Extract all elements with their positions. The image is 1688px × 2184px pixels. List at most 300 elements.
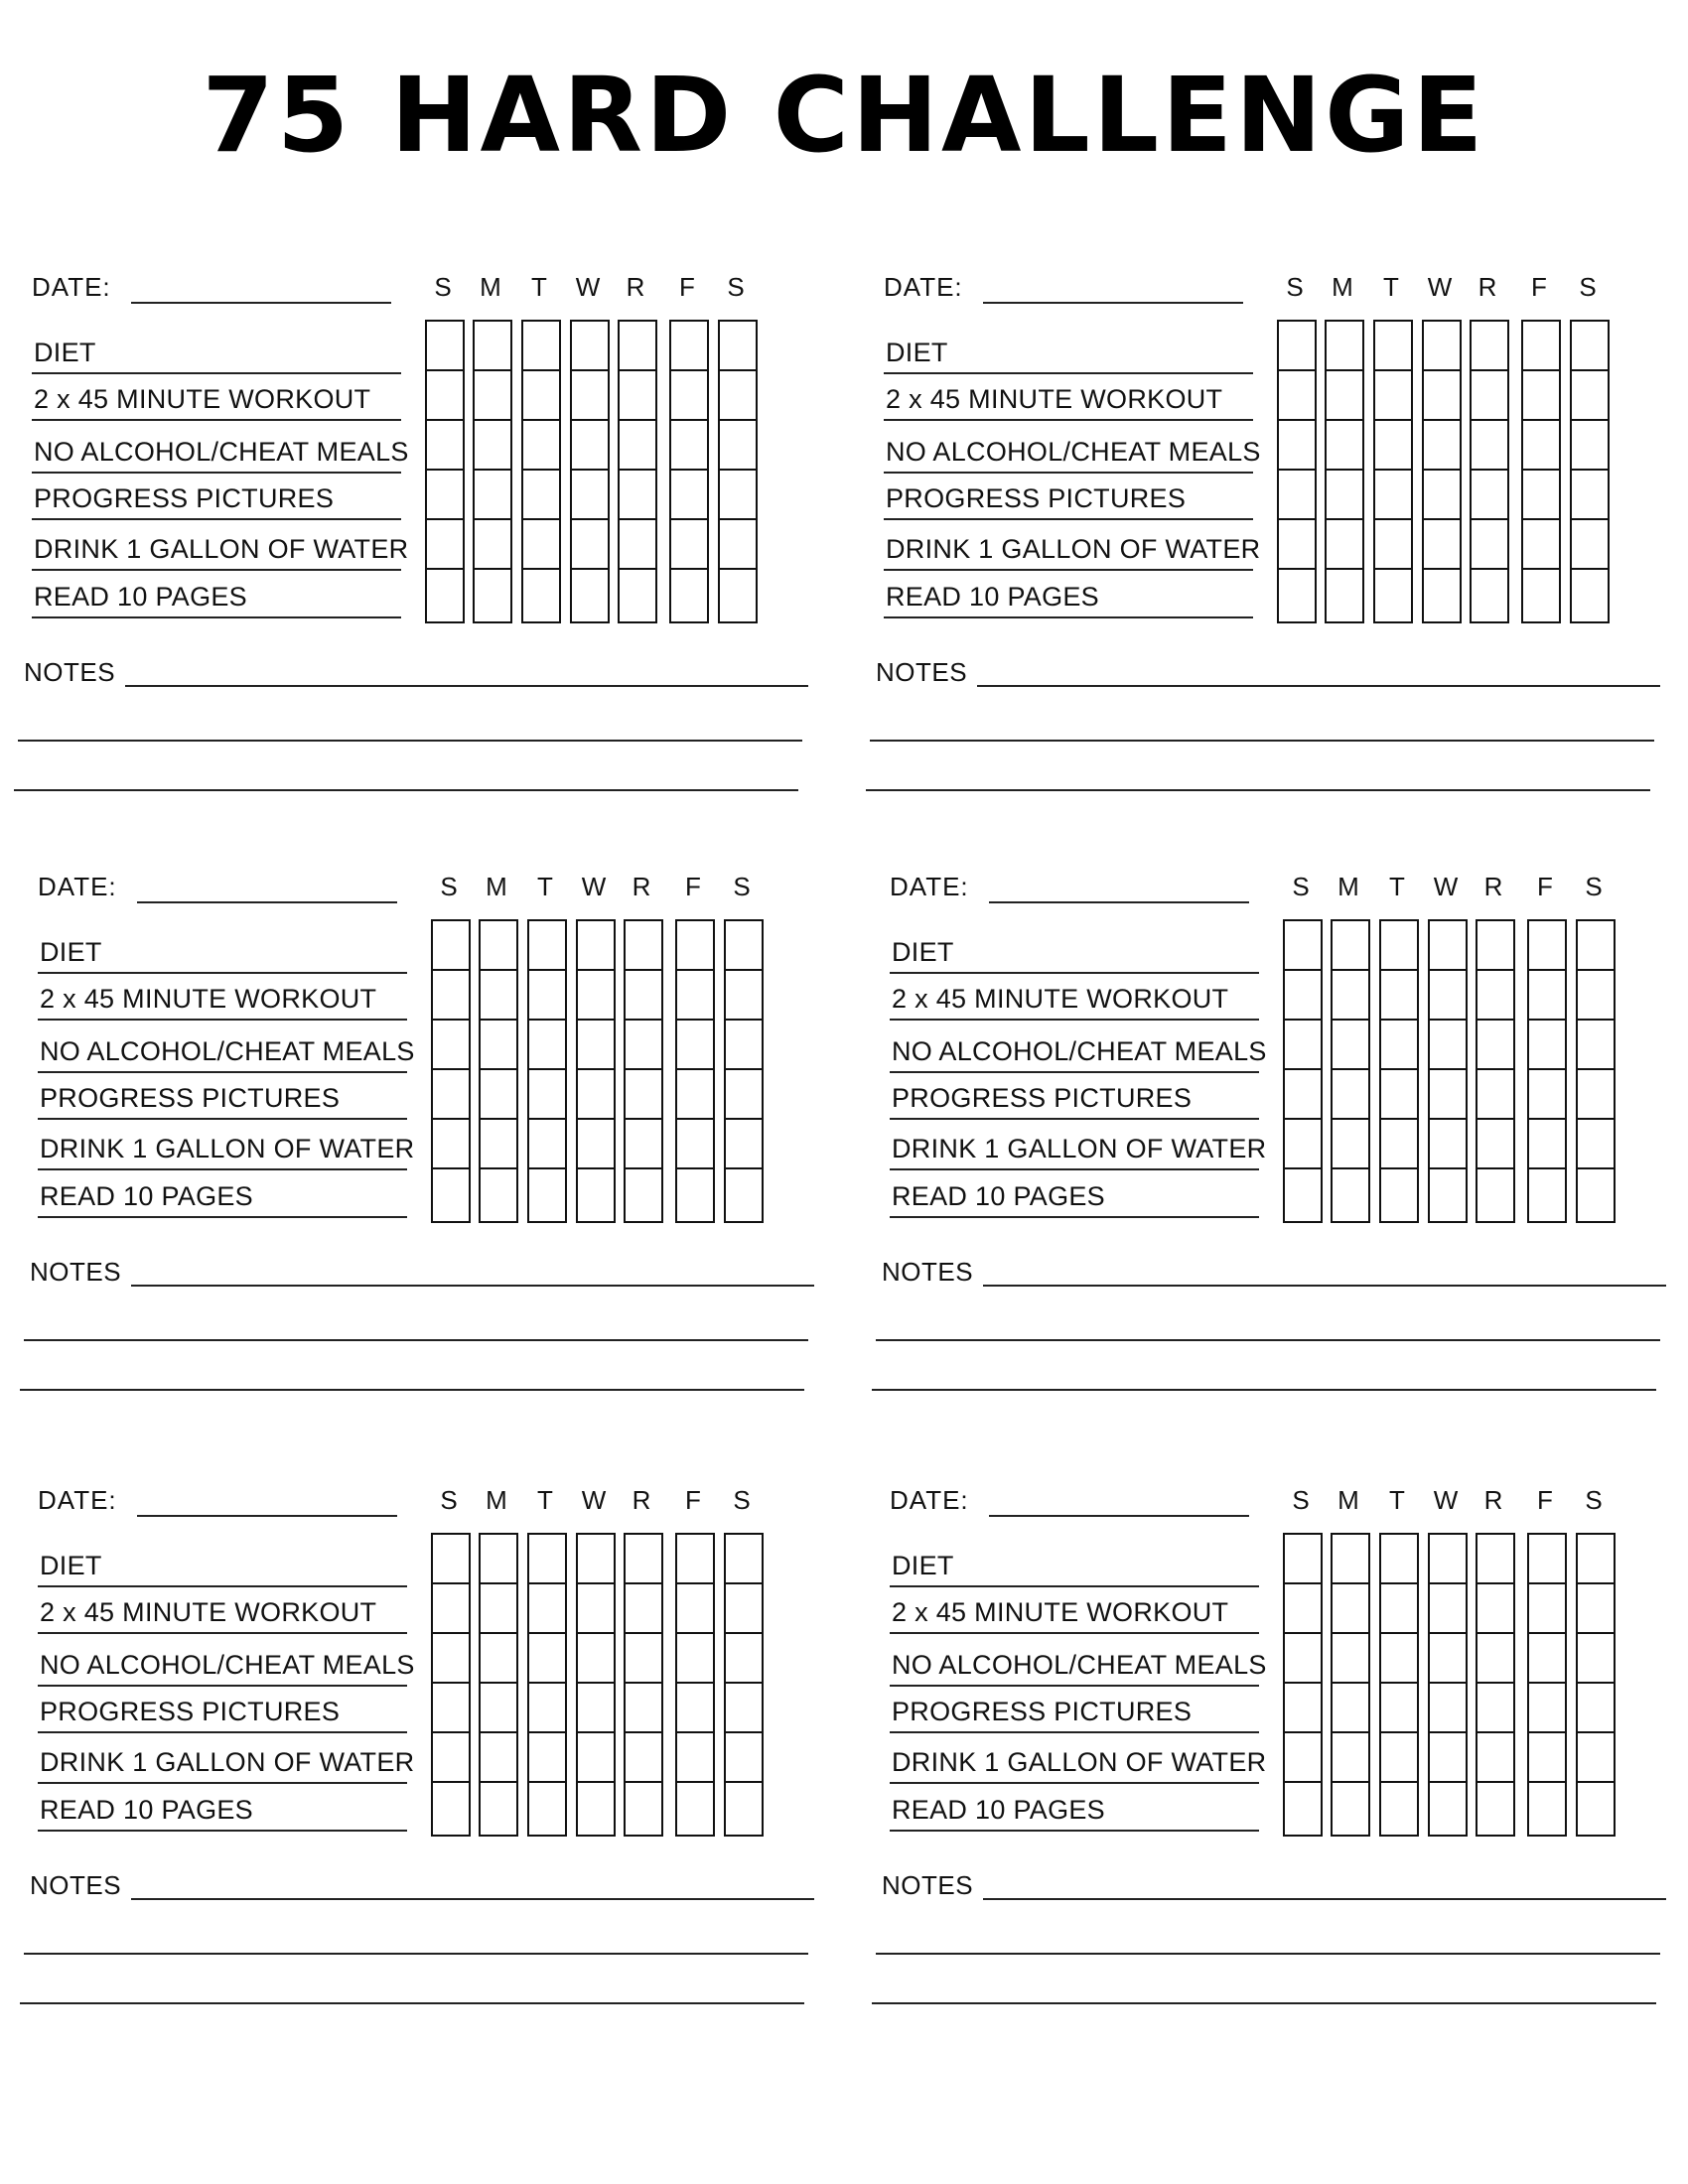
checkbox[interactable] [1279,421,1315,471]
checkbox[interactable] [433,1021,469,1070]
checkbox[interactable] [481,1070,516,1120]
day-header: M [1337,872,1359,901]
checkbox[interactable] [1375,322,1411,371]
checkbox[interactable] [523,322,559,371]
checkbox[interactable] [620,421,655,471]
checkbox[interactable] [1285,1684,1321,1733]
checkbox[interactable] [1529,1684,1565,1733]
checkbox[interactable] [427,520,463,570]
checkbox[interactable] [427,322,463,371]
checkbox[interactable] [433,1733,469,1783]
checkbox[interactable] [1333,1634,1368,1684]
checkbox[interactable] [1572,371,1608,421]
checkbox[interactable] [620,471,655,520]
checkbox[interactable] [677,1535,713,1584]
checkbox[interactable] [726,1021,762,1070]
checkbox[interactable] [1477,1684,1513,1733]
checkbox[interactable] [1327,322,1362,371]
checkbox[interactable] [481,1535,516,1584]
checkbox[interactable] [572,371,608,421]
date-field[interactable] [131,302,391,304]
day-header: W [581,1485,607,1515]
checkbox[interactable] [1578,971,1614,1021]
checkbox[interactable] [1285,1733,1321,1783]
checkbox[interactable] [1333,921,1368,971]
checkbox-column [1422,320,1462,623]
checkbox[interactable] [626,1684,661,1733]
checkbox[interactable] [572,322,608,371]
checkbox[interactable] [1381,971,1417,1021]
checkbox[interactable] [529,1584,565,1634]
checkbox[interactable] [1529,1070,1565,1120]
checkbox[interactable] [626,1733,661,1783]
checkbox[interactable] [1375,471,1411,520]
checkbox[interactable] [1381,1733,1417,1783]
checkbox[interactable] [1477,921,1513,971]
checkbox[interactable] [1430,1070,1466,1120]
checkbox[interactable] [1430,921,1466,971]
checkbox[interactable] [1333,1021,1368,1070]
checkbox[interactable] [626,921,661,971]
checkbox[interactable] [1430,1169,1466,1219]
checkbox[interactable] [1285,921,1321,971]
checkbox[interactable] [1477,971,1513,1021]
checkbox[interactable] [433,921,469,971]
checkbox[interactable] [1381,921,1417,971]
checkbox[interactable] [1477,1169,1513,1219]
day-header: M [1337,1485,1359,1515]
checkbox[interactable] [1529,1733,1565,1783]
checkbox[interactable] [1472,471,1507,520]
checkbox[interactable] [671,322,707,371]
checkbox[interactable] [481,1169,516,1219]
day-header: S [1292,1485,1310,1515]
checkbox[interactable] [1529,1120,1565,1169]
checkbox[interactable] [578,1169,614,1219]
checkbox[interactable] [1578,1733,1614,1783]
task-row [32,437,409,474]
task-label: READ 10 PAGES [34,582,247,612]
checkbox-column [1277,320,1317,623]
checkbox[interactable] [1430,1120,1466,1169]
checkbox-column [1470,320,1509,623]
checkbox[interactable] [1523,371,1559,421]
checkbox[interactable] [677,1684,713,1733]
checkbox[interactable] [1285,1169,1321,1219]
date-label: DATE: [38,872,117,901]
checkbox[interactable] [720,520,756,570]
checkbox[interactable] [481,1733,516,1783]
checkbox[interactable] [1285,1070,1321,1120]
checkbox[interactable] [433,1070,469,1120]
checkbox[interactable] [1285,1535,1321,1584]
checkbox[interactable] [1529,1584,1565,1634]
checkbox[interactable] [1523,421,1559,471]
checkbox[interactable] [475,421,510,471]
checkbox[interactable] [1578,1684,1614,1733]
checkbox-column [1576,919,1616,1223]
checkbox[interactable] [1472,371,1507,421]
checkbox[interactable] [1578,1169,1614,1219]
task-row [38,1650,415,1687]
date-field[interactable] [989,901,1249,903]
checkbox[interactable] [1424,322,1460,371]
notes-line[interactable] [24,1953,808,1955]
checkbox[interactable] [1279,371,1315,421]
checkbox[interactable] [1529,921,1565,971]
checkbox[interactable] [1279,471,1315,520]
checkbox[interactable] [481,1120,516,1169]
checkbox[interactable] [1333,1169,1368,1219]
checkbox-column [624,919,663,1223]
checkbox[interactable] [1285,1634,1321,1684]
checkbox[interactable] [1572,322,1608,371]
checkbox[interactable] [481,921,516,971]
checkbox[interactable] [1529,1169,1565,1219]
checkbox[interactable] [677,1169,713,1219]
notes-line[interactable] [983,1898,1666,1900]
checkbox[interactable] [1430,971,1466,1021]
day-header: S [727,272,745,302]
checkbox[interactable] [677,1634,713,1684]
checkbox[interactable] [677,921,713,971]
checkbox[interactable] [1381,1535,1417,1584]
checkbox[interactable] [1578,1120,1614,1169]
checkbox[interactable] [1430,1584,1466,1634]
checkbox[interactable] [677,1021,713,1070]
checkbox[interactable] [1578,921,1614,971]
day-header: S [1286,272,1304,302]
checkbox[interactable] [626,1169,661,1219]
notes-line[interactable] [20,2002,804,2004]
checkbox[interactable] [1477,1733,1513,1783]
checkbox[interactable] [1333,971,1368,1021]
checkbox[interactable] [433,1783,469,1833]
checkbox[interactable] [726,1120,762,1169]
checkbox[interactable] [1477,1070,1513,1120]
checkbox[interactable] [1430,1684,1466,1733]
checkbox[interactable] [1381,1684,1417,1733]
checkbox[interactable] [1477,1584,1513,1634]
checkbox[interactable] [578,971,614,1021]
notes-line[interactable] [131,1898,814,1900]
checkbox[interactable] [1430,1021,1466,1070]
checkbox[interactable] [726,921,762,971]
checkbox[interactable] [578,921,614,971]
checkbox[interactable] [1285,1021,1321,1070]
checkbox[interactable] [1477,1783,1513,1833]
checkbox[interactable] [529,971,565,1021]
task-label: READ 10 PAGES [40,1181,253,1211]
checkbox-column [618,320,657,623]
checkbox[interactable] [1327,471,1362,520]
checkbox[interactable] [677,1120,713,1169]
checkbox-column [473,320,512,623]
checkbox[interactable] [523,371,559,421]
checkbox[interactable] [1327,371,1362,421]
checkbox[interactable] [1523,322,1559,371]
checkbox[interactable] [626,971,661,1021]
checkbox[interactable] [529,921,565,971]
checkbox[interactable] [726,1634,762,1684]
checkbox[interactable] [1381,1783,1417,1833]
checkbox[interactable] [475,520,510,570]
checkbox[interactable] [1477,1634,1513,1684]
checkbox[interactable] [1333,1684,1368,1733]
checkbox[interactable] [1327,421,1362,471]
checkbox[interactable] [433,1169,469,1219]
checkbox[interactable] [578,1120,614,1169]
checkbox[interactable] [523,471,559,520]
date-field[interactable] [137,901,397,903]
checkbox[interactable] [1279,520,1315,570]
checkbox[interactable] [481,1684,516,1733]
date-field[interactable] [983,302,1243,304]
checkbox[interactable] [1285,1120,1321,1169]
checkbox[interactable] [1375,520,1411,570]
checkbox[interactable] [1333,1783,1368,1833]
checkbox[interactable] [726,1684,762,1733]
task-label: NO ALCOHOL/CHEAT MEALS [886,437,1261,467]
checkbox[interactable] [626,1783,661,1833]
checkbox[interactable] [1529,1535,1565,1584]
checkbox[interactable] [626,1584,661,1634]
checkbox[interactable] [1477,1535,1513,1584]
checkbox[interactable] [433,1684,469,1733]
checkbox[interactable] [1327,520,1362,570]
day-header: T [537,1485,553,1515]
checkbox[interactable] [481,1634,516,1684]
checkbox-column [624,1533,663,1837]
checkbox[interactable] [578,1021,614,1070]
notes-line[interactable] [872,2002,1656,2004]
checkbox[interactable] [1424,421,1460,471]
checkbox[interactable] [1285,1783,1321,1833]
checkbox[interactable] [523,520,559,570]
checkbox[interactable] [1424,471,1460,520]
checkbox[interactable] [1529,1634,1565,1684]
checkbox[interactable] [578,1584,614,1634]
checkbox[interactable] [481,1021,516,1070]
checkbox[interactable] [1572,520,1608,570]
checkbox[interactable] [1477,1021,1513,1070]
checkbox[interactable] [529,1684,565,1733]
checkbox[interactable] [677,1070,713,1120]
checkbox[interactable] [1424,371,1460,421]
notes-label: NOTES [882,1257,974,1287]
checkbox[interactable] [1578,1535,1614,1584]
notes-label: NOTES [30,1257,122,1287]
checkbox[interactable] [1381,1634,1417,1684]
task-row [884,483,1253,520]
day-header: F [1537,1485,1553,1515]
checkbox[interactable] [1578,1783,1614,1833]
checkbox[interactable] [475,471,510,520]
checkbox[interactable] [1477,1120,1513,1169]
checkbox[interactable] [1572,471,1608,520]
checkbox[interactable] [720,371,756,421]
checkbox[interactable] [529,1535,565,1584]
checkbox[interactable] [1381,1169,1417,1219]
checkbox[interactable] [671,371,707,421]
checkbox[interactable] [1424,520,1460,570]
checkbox[interactable] [671,421,707,471]
task-label: DRINK 1 GALLON OF WATER [40,1747,415,1777]
checkbox[interactable] [1523,471,1559,520]
task-row [884,534,1261,571]
checkbox[interactable] [1333,1120,1368,1169]
checkbox[interactable] [1285,1584,1321,1634]
checkbox[interactable] [1381,1021,1417,1070]
checkbox[interactable] [626,1070,661,1120]
checkbox[interactable] [626,1120,661,1169]
task-row [890,1597,1259,1634]
checkbox[interactable] [726,1584,762,1634]
checkbox[interactable] [433,971,469,1021]
checkbox[interactable] [578,1733,614,1783]
notes-label: NOTES [876,657,968,687]
checkbox[interactable] [529,1733,565,1783]
checkbox[interactable] [572,520,608,570]
checkbox-column [724,1533,764,1837]
checkbox[interactable] [1430,1634,1466,1684]
checkbox[interactable] [1381,1070,1417,1120]
checkbox-column [675,1533,715,1837]
checkbox[interactable] [1333,1070,1368,1120]
checkbox[interactable] [578,1783,614,1833]
notes-line[interactable] [876,1953,1660,1955]
checkbox[interactable] [481,1783,516,1833]
checkbox[interactable] [620,520,655,570]
checkbox-column [479,1533,518,1837]
checkbox[interactable] [726,1535,762,1584]
checkbox[interactable] [726,1169,762,1219]
checkbox[interactable] [1381,1120,1417,1169]
checkbox[interactable] [677,971,713,1021]
checkbox[interactable] [433,1584,469,1634]
checkbox[interactable] [1578,1021,1614,1070]
date-field[interactable] [137,1515,397,1517]
checkbox[interactable] [1529,1783,1565,1833]
checkbox[interactable] [1472,322,1507,371]
checkbox[interactable] [578,1634,614,1684]
checkbox[interactable] [433,1634,469,1684]
day-header: T [1389,1485,1405,1515]
checkbox[interactable] [1578,1634,1614,1684]
checkbox[interactable] [1472,520,1507,570]
notes-label: NOTES [30,1870,122,1900]
date-field[interactable] [989,1515,1249,1517]
checkbox[interactable] [427,371,463,421]
checkbox[interactable] [529,1070,565,1120]
checkbox[interactable] [726,1733,762,1783]
checkbox[interactable] [726,1070,762,1120]
task-label: DRINK 1 GALLON OF WATER [886,534,1261,564]
day-header: R [1483,1485,1503,1515]
checkbox[interactable] [1430,1783,1466,1833]
checkbox[interactable] [671,520,707,570]
task-label: NO ALCOHOL/CHEAT MEALS [40,1036,415,1066]
checkbox[interactable] [1523,520,1559,570]
checkbox[interactable] [433,1535,469,1584]
checkbox[interactable] [1375,371,1411,421]
checkbox[interactable] [626,1021,661,1070]
day-header: W [1433,872,1459,901]
checkbox[interactable] [620,371,655,421]
checkbox-column [1331,1533,1370,1837]
checkbox[interactable] [427,421,463,471]
checkbox[interactable] [1285,971,1321,1021]
checkbox[interactable] [620,322,655,371]
checkbox[interactable] [677,1733,713,1783]
checkbox[interactable] [433,1120,469,1169]
checkbox[interactable] [572,421,608,471]
day-header: F [685,872,701,901]
checkbox[interactable] [626,1535,661,1584]
checkbox[interactable] [1430,1733,1466,1783]
task-row [38,1795,407,1832]
checkbox[interactable] [1333,1733,1368,1783]
checkbox[interactable] [578,1070,614,1120]
checkbox[interactable] [1472,421,1507,471]
checkbox[interactable] [677,1783,713,1833]
checkbox[interactable] [720,471,756,520]
checkbox[interactable] [427,471,463,520]
checkbox[interactable] [1578,1584,1614,1634]
day-header: T [537,872,553,901]
checkbox[interactable] [529,1783,565,1833]
checkbox[interactable] [529,1021,565,1070]
checkbox[interactable] [481,1584,516,1634]
day-header: S [1579,272,1597,302]
checkbox[interactable] [720,421,756,471]
checkbox[interactable] [529,1169,565,1219]
checkbox-column [1476,919,1515,1223]
checkbox[interactable] [1333,1584,1368,1634]
checkbox[interactable] [523,421,559,471]
checkbox[interactable] [481,971,516,1021]
checkbox[interactable] [1578,1070,1614,1120]
checkbox[interactable] [1529,971,1565,1021]
day-header: S [434,272,452,302]
checkbox[interactable] [1430,1535,1466,1584]
task-label: DRINK 1 GALLON OF WATER [34,534,409,564]
checkbox[interactable] [626,1634,661,1684]
checkbox[interactable] [578,1684,614,1733]
checkbox[interactable] [677,1584,713,1634]
day-header: T [1389,872,1405,901]
checkbox[interactable] [726,1783,762,1833]
checkbox[interactable] [529,1120,565,1169]
checkbox[interactable] [1381,1584,1417,1634]
checkbox[interactable] [1333,1535,1368,1584]
checkbox[interactable] [578,1535,614,1584]
checkbox[interactable] [726,971,762,1021]
task-label: 2 x 45 MINUTE WORKOUT [892,1597,1229,1627]
checkbox[interactable] [529,1634,565,1684]
checkbox[interactable] [475,371,510,421]
checkbox[interactable] [475,322,510,371]
checkbox[interactable] [1279,322,1315,371]
checkbox[interactable] [1529,1021,1565,1070]
checkbox[interactable] [720,322,756,371]
checkbox[interactable] [671,471,707,520]
checkbox[interactable] [1375,421,1411,471]
checkbox[interactable] [1572,421,1608,471]
task-label: DIET [892,1551,954,1580]
day-header: R [626,272,645,302]
checkbox[interactable] [572,471,608,520]
